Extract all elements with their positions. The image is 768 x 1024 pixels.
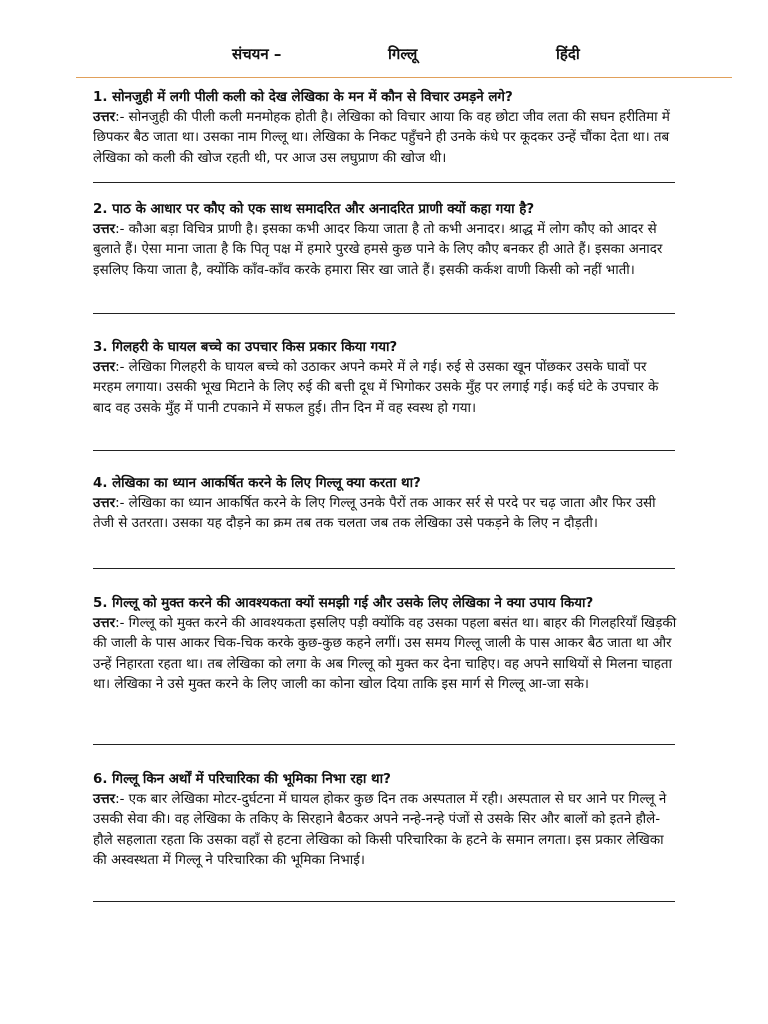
answer-text <box>93 108 679 169</box>
answer-body: :- लेखिका का ध्यान आकर्षित करने के लिए गिल्लू उनके पैरों तक आकर सर्र से परदे पर चढ़ जाता और फिर उसी तेजी से उतरता। उसका यह दौड़ने का क्रम तब तक चलता जब तक लेखिका उसे पकड़ने के लिए न दौड़ती। <box>93 496 656 532</box>
answer-label: उत्तर <box>93 360 116 376</box>
answer-body: :- एक बार लेखिका मोटर-दुर्घटना में घायल होकर कुछ दिन तक अस्पताल में रही। अस्पताल से घर आने पर गिल्लू ने उसकी सेवा की। वह लेखिका के तकिए के सिरहाने बैठकर अपने नन्हे-नन्हे पंजों से उसके सिर और बालों को इतने हौले-हौले सहलाता रहता कि उसका वहाँ से हटना लेखिका को किसी परिचारिका के हटने के समान लगता। इस प्रकार लेखिका की अस्वस्थता में गिल्लू ने परिचारिका की भूमिका निभाई। <box>93 792 667 868</box>
answer-text <box>93 358 679 419</box>
header-divider <box>76 77 732 78</box>
subject-language: हिंदी <box>556 45 580 63</box>
qa-item-1 <box>93 88 679 169</box>
answer-label: उत्तर <box>93 110 116 126</box>
answer-body: :- कौआ बड़ा विचित्र प्राणी है। इसका कभी आदर किया जाता है तो कभी अनादर। श्राद्ध में लोग कौए को आदर से बुलाते हैं। ऐसा माना जाता है कि पितृ पक्ष में हमारे पुरखे हमसे कुछ पाने के लिए कौए बनकर ही आते हैं। इसका अनादर इसलिए किया जाता है, क्योंकि काँव-काँव करके हमारा सिर खा जाते हैं। इसकी कर्कश वाणी किसी को नहीं भाती। <box>93 222 663 278</box>
answer-body: :- सोनजुही की पीली कली मनमोहक होती है। लेखिका को विचार आया कि वह छोटा जीव लता की सघन हरीतिमा में छिपकर बैठ जाता था। उसका नाम गिल्लू था। लेखिका के निकट पहुँचने ही उनके कंधे पर कूदकर उन्हें चौंका देता था। तब लेखिका को कली की खोज रहती थी, पर आज उस लघुप्राण की खोज थी। <box>93 110 670 166</box>
question-text: 1. सोनजुही में लगी पीली कली को देख लेखिका के मन में कौन से विचार उमड़ने लगे? <box>93 90 513 105</box>
question-text: 2. पाठ के आधार पर कौए को एक साथ समादरित और अनादरित प्राणी क्यों कहा गया है? <box>93 202 535 217</box>
answer-text <box>93 220 679 281</box>
section-divider <box>93 182 675 183</box>
qa-item-6 <box>93 770 679 871</box>
qa-item-4 <box>93 474 679 535</box>
section-divider <box>93 450 675 451</box>
section-divider <box>93 744 675 745</box>
answer-label: उत्तर <box>93 616 116 632</box>
question-text: 4. लेखिका का ध्यान आकर्षित करने के लिए गिल्लू क्या करता था? <box>93 476 421 491</box>
qa-item-3 <box>93 338 679 419</box>
answer-label: उत्तर <box>93 792 116 808</box>
answer-text <box>93 494 679 534</box>
qa-item-2 <box>93 200 679 281</box>
question-text: 6. गिल्लू किन अर्थों में परिचारिका की भूमिका निभा रहा था? <box>93 772 391 787</box>
answer-label: उत्तर <box>93 496 116 512</box>
section-divider <box>93 313 675 314</box>
book-title: संचयन – <box>232 45 282 63</box>
answer-body: :- गिल्लू को मुक्त करने की आवश्यकता इसलिए पड़ी क्योंकि वह उसका पहला बसंत था। बाहर की गिलहरियाँ खिड़की की जाली के पास आकर चिक-चिक करके कुछ-कुछ कहने लगीं। उस समय गिल्लू जाली के पास आकर बैठ जाता था और उन्हें निहारता रहता था। तब लेखिका को लगा के अब गिल्लू को मुक्त कर देना चाहिए। वह अपने साथियों से मिलना चाहता था। लेखिका ने उसे मुक्त करने के लिए जाली का कोना खोल दिया ताकि इस मार्ग से गिल्लू आ-जा सके। <box>93 616 677 692</box>
question-text: 3. गिलहरी के घायल बच्चे का उपचार किस प्रकार किया गया? <box>93 340 398 355</box>
answer-text <box>93 790 679 871</box>
answer-text <box>93 614 679 695</box>
answer-label: उत्तर <box>93 222 116 238</box>
answer-body: :- लेखिका गिलहरी के घायल बच्चे को उठाकर अपने कमरे में ले गई। रुई से उसका खून पोंछकर उसके घावों पर मरहम लगाया। उसकी भूख मिटाने के लिए रुई की बत्ती दूध में भिगोकर उसके मुँह पर लगाई गई। कई घंटे के उपचार के बाद वह उसके मुँह में पानी टपकाने में सफल हुई। तीन दिन में वह स्वस्थ हो गया। <box>93 360 659 416</box>
section-divider <box>93 901 675 902</box>
chapter-title: गिल्लू <box>388 45 418 63</box>
page-header <box>0 44 768 68</box>
section-divider <box>93 568 675 569</box>
question-text: 5. गिल्लू को मुक्त करने की आवश्यकता क्यों समझी गई और उसके लिए लेखिका ने क्या उपाय किया? <box>93 596 594 611</box>
qa-item-5 <box>93 594 679 695</box>
